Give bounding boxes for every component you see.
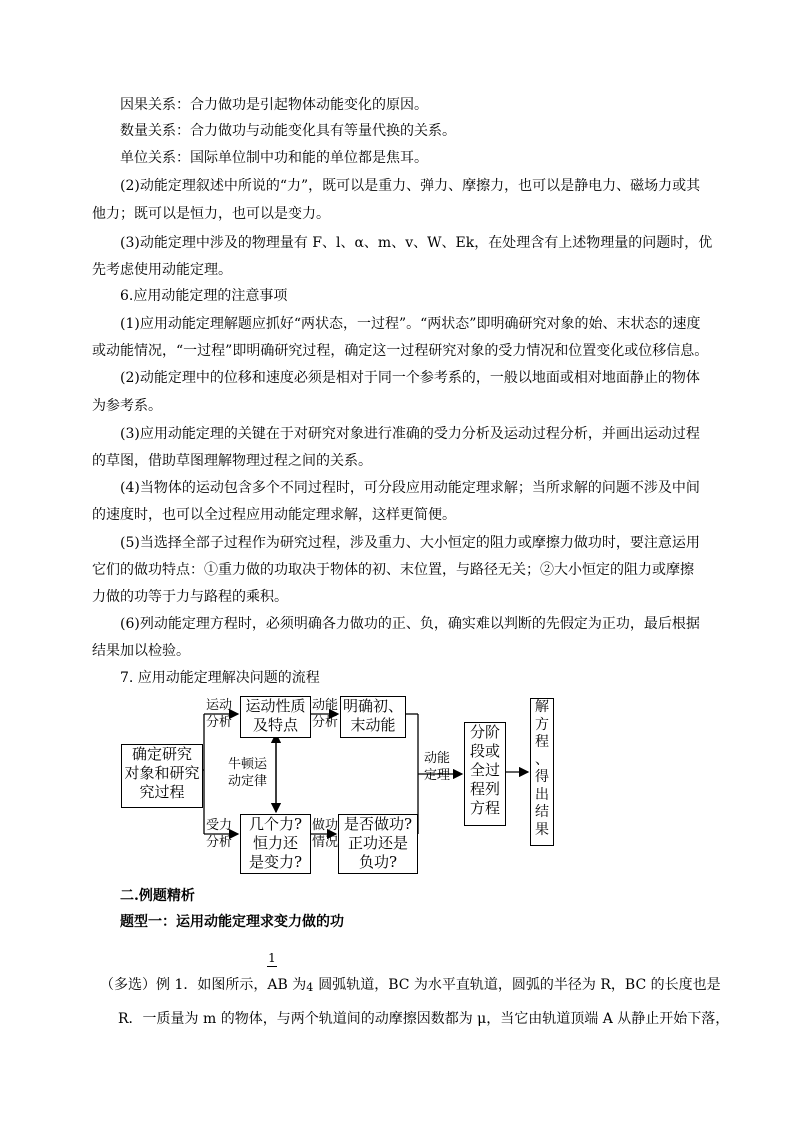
text-line-3b: 先考虑使用动能定理。 [92, 262, 232, 278]
text-line-6-5c: 力做的功等于力与路程的乘积。 [92, 589, 288, 605]
text-line-6-5b: 它们的做功特点：①重力做的功取决于物体的初、末位置，与路径无关；②大小恒定的阻力或摩擦 [92, 562, 694, 578]
box-solve-result: 解 方 程 、 得 出 结 果 [530, 698, 554, 846]
section-heading-7: 7. 应用动能定理解决问题的流程 [120, 670, 320, 686]
text-line-6-3b: 的草图，借助草图理解物理过程之间的关系。 [92, 453, 372, 469]
example-1-line-a [100, 975, 721, 998]
box-determine-object: 确定研究 对象和研究 究过程 [121, 744, 203, 808]
text-line-2a: (2)动能定理叙述中所说的“力”，既可以是重力、弹力、摩擦力，也可以是静电力、磁场力或其 [120, 178, 701, 194]
text-line-causal: 因果关系：合力做功是引起物体动能变化的原因。 [120, 97, 428, 113]
fraction-numerator: 1 [268, 951, 276, 965]
text-line-6-4b: 的速度时，也可以全过程应用动能定理求解，这样更简便。 [92, 507, 456, 523]
flow-diagram [118, 694, 578, 876]
example-1-rest: 圆弧轨道，BC 为水平直轨道，圆弧的半径为 R，BC 的长度也是 [318, 977, 721, 993]
text-line-6-1a: (1)应用动能定理解题应抓好“两状态，一过程”。“两状态”即明确研究对象的始、末状态的速度 [120, 316, 701, 332]
box-forces: 几个力? 恒力还 是变力? [240, 814, 311, 874]
label-work-situation: 做功 情况 [312, 818, 339, 850]
section-heading-6: 6.应用动能定理的注意事项 [120, 288, 288, 304]
text-line-quantity: 数量关系：合力做功与动能变化具有等量代换的关系。 [120, 123, 456, 139]
label-motion-analysis: 运动 分析 [206, 698, 233, 730]
text-line-6-2a: (2)动能定理中的位移和速度必须是相对于同一个参考系的，一般以地面或相对地面静止的物体 [120, 370, 700, 386]
section-heading-examples: 二.例题精析 [120, 888, 195, 904]
label-force-analysis: 受力 分析 [206, 818, 233, 850]
box-write-equation: 分阶 段或 全过 程列 方程 [464, 722, 506, 826]
text-line-6-4a: (4)当物体的运动包含多个不同过程时，可分段应用动能定理求解；当所求解的问题不涉及中间 [120, 480, 700, 496]
question-type-heading: 题型一：运用动能定理求变力做的功 [120, 914, 344, 930]
fraction-denominator: 4 [306, 981, 314, 994]
example-1-prefix: （多选）例 1．如图所示，AB 为 [100, 977, 307, 993]
text-line-6-1b: 或动能情况，“一过程”即明确研究过程，确定这一过程研究对象的受力情况和位置变化或位移信息。 [92, 343, 709, 359]
box-work-sign: 是否做功? 正功还是 负功? [338, 814, 418, 874]
example-1-line-b: R．一质量为 m 的物体，与两个轨道间的动摩擦因数都为 μ，当它由轨道顶端 A 从静止开始下落， [118, 1011, 730, 1027]
text-line-3a: (3)动能定理中涉及的物理量有 F、l、α、m、v、W、Ek，在处理含有上述物理量的问题时，优 [120, 235, 713, 251]
text-line-6-6b: 结果加以检验。 [92, 643, 190, 659]
text-line-2b: 他力；既可以是恒力，也可以是变力。 [92, 206, 330, 222]
text-line-6-6a: (6)列动能定理方程时，必须明确各力做功的正、负，确实难以判断的先假定为正功，最后根据 [120, 616, 700, 632]
label-kinetic-theorem: 动能 定理 [424, 751, 451, 783]
label-ek-analysis: 动能 分析 [312, 698, 339, 730]
box-motion-nature: 运动性质 及特点 [240, 696, 311, 738]
fraction-bar [267, 966, 277, 967]
text-line-6-5a: (5)当选择全部子过程作为研究过程，涉及重力、大小恒定的阻力或摩擦力做功时，要注意运用 [120, 535, 700, 551]
text-line-6-2b: 为参考系。 [92, 398, 162, 414]
label-newton-law: 牛顿运 动定律 [228, 757, 268, 789]
text-line-unit: 单位关系：国际单位制中功和能的单位都是焦耳。 [120, 150, 428, 166]
text-line-6-3a: (3)应用动能定理的关键在于对研究对象进行准确的受力分析及运动过程分析，并画出运动过程 [120, 426, 700, 442]
box-initial-final-ek: 明确初、 末动能 [340, 696, 406, 738]
